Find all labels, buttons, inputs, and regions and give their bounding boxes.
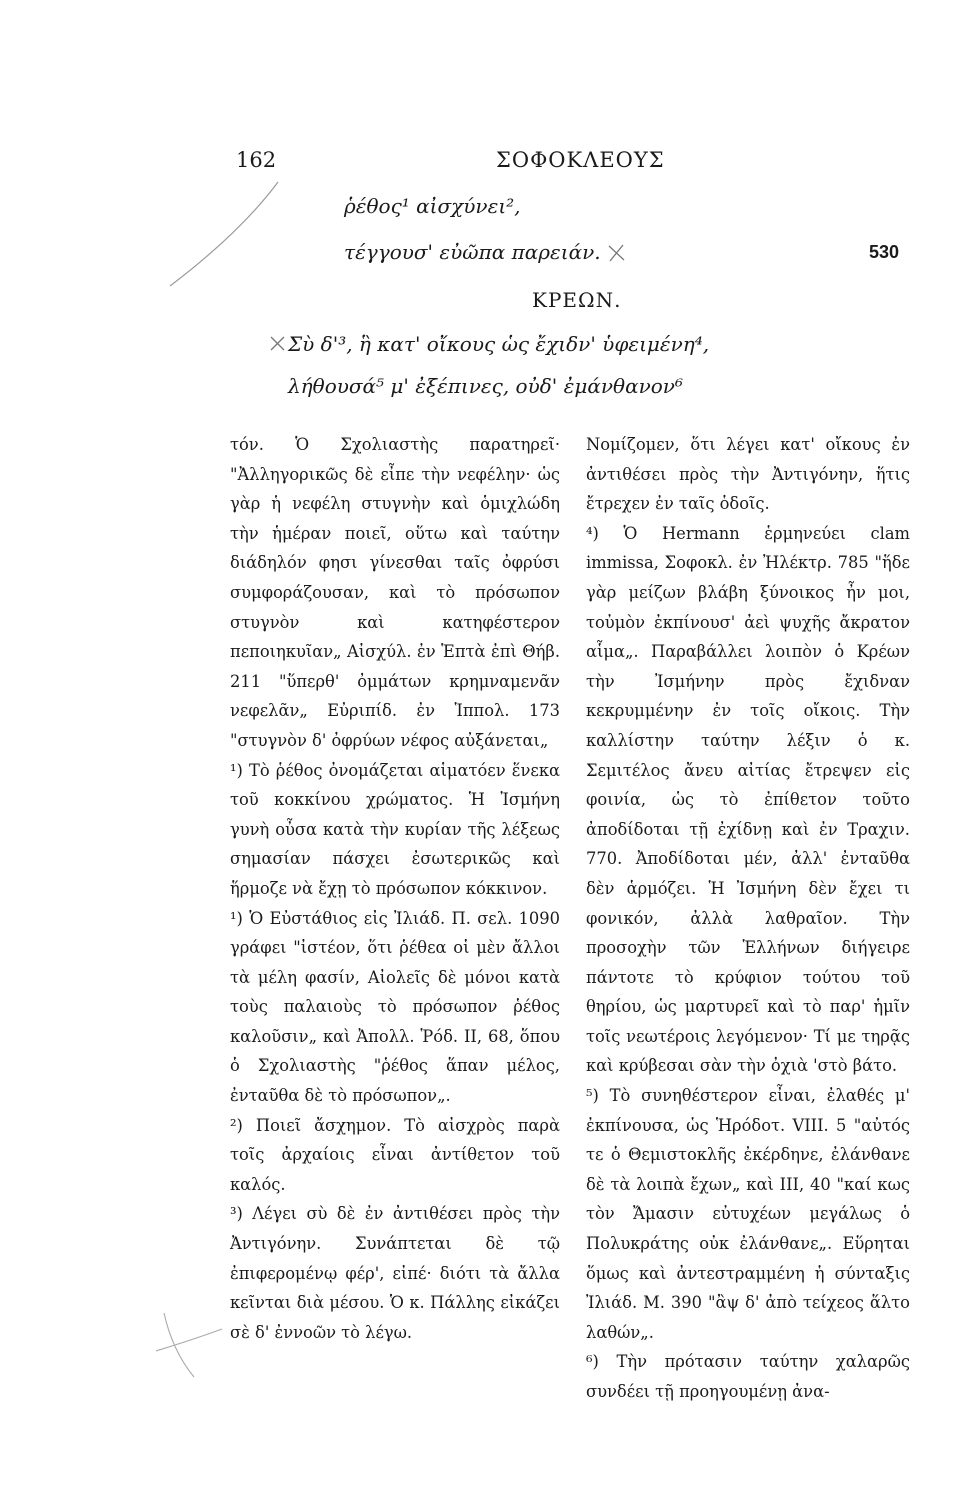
note-paragraph: τόν. Ὁ Σχολιαστὴς παρατηρεῖ· "Ἀλληγορικῶς δὲ εἶπε τὴν νεφέλην· ὡς γὰρ ἡ νεφέλη στυγνὴν καὶ ὁμιχλώδη τὴν ἡμέραν ποιεῖ, οὕτω καὶ ταύτην διάδηλόν φησι γίνεσθαι ταῖς ὀφρύσι συμφοράζουσαν, καὶ τὸ πρόσωπον στυγνὸν καὶ κατηφέστερον πεποιηκυῖαν„ Αἰσχύλ. ἐν Ἑπτὰ ἐπὶ Θήβ. 211 "ὕπερθ' ὀμμάτων κρημναμενᾶν νεφελᾶν„ Εὐριπίδ. ἐν Ἱππολ. 173 "στυγνὸν δ' ὀφρύων νέφος αὐξάνεται„	[230, 435, 560, 750]
pencil-stroke-mark	[160, 168, 290, 298]
page-header	[0, 148, 974, 178]
line-number: 530	[869, 242, 900, 262]
note-paragraph: ¹) Ὁ Εὐστάθιος εἰς Ἰλιάδ. Π. σελ. 1090 γράφει "ἰστέον, ὅτι ῥέθεα οἱ μὲν ἄλλοι τὰ μέλη φασίν, Αἰολεῖς δὲ μόνοι κατὰ τοὺς παλαιοὺς τὸ πρόσωπον ῥέθος καλοῦσιν„ καὶ Ἀπολλ. Ῥόδ. ΙΙ, 68, ὅπου ὁ Σχολιαστὴς "ῥέθος ἅπαν μέλος, ἐνταῦθα δὲ τὸ πρόσωπον„.	[230, 908, 560, 1106]
note-paragraph: ²) Ποιεῖ ἄσχημον. Τὸ αἰσχρὸς παρὰ τοῖς ἀρχαίοις εἶναι ἀντίθετον τοῦ καλός.	[230, 1115, 560, 1194]
running-title: ΣΟΦΟΚΛΕΟΥΣ	[496, 148, 665, 172]
note-paragraph: Νομίζομεν, ὅτι λέγει κατ' οἴκους ἐν ἀντιθέσει πρὸς τὴν Ἀντιγόνην, ἥτις ἔτρεχεν ἐν ταῖς ὁδοῖς.	[586, 435, 910, 514]
note-paragraph: ⁵) Τὸ συνηθέστερον εἶναι, ἐλαθές μ' ἐκπίνουσα, ὡς Ἡρόδοτ. VIII. 5 "αὐτός τε ὁ Θεμιστοκλῆς ἐκέρδηνε, ἐλάνθανε δὲ τὰ λοιπὰ ἔχων„ καὶ ΙΙΙ, 40 "καί κως τὸν Ἄμασιν εὐτυχέων μεγάλως ὁ Πολυκράτης οὐκ ἐλάνθανε„. Εὕρηται ὅμως καὶ ἀντεστραμμένη ἡ σύνταξις Ἰλιάδ. Μ. 390 "ἂψ δ' ἀπὸ τείχεος ἅλτο λαθών„.	[586, 1086, 910, 1342]
note-paragraph: ⁴) Ὁ Hermann ἑρμηνεύει clam immissa, Σοφοκλ. ἐν Ἠλέκτρ. 785 "ἥδε γὰρ μείζων βλάβη ξύνοικος ἦν μοι, τοὐμὸν ἐκπίνουσ' ἀεὶ ψυχῆς ἄκρατον αἷμα„. Παραβάλλει λοιπὸν ὁ Κρέων τὴν Ἰσμήνην πρὸς ἔχιδναν κεκρυμμένην ἐν τοῖς οἴκοις. Τὴν καλλίστην ταύτην λέξιν ὁ κ. Σεμιτέλος ἄνευ αἰτίας ἔτρεψεν εἰς φοινία, ὡς τὸ ἐπίθετον τοῦτο ἀποδίδοται τῇ ἐχίδνῃ καὶ ἐν Τραχιν. 770. Ἀποδίδοται μέν, ἀλλ' ἐνταῦθα δὲν ἁρμόζει. Ἡ Ἰσμήνη δὲν ἔχει τι φονικόν, ἀλλὰ λαθραῖον. Τὴν προσοχὴν τῶν Ἑλλήνων διήγειρε πάντοτε τὸ κρύφιον τούτου τοῦ θηρίου, ὡς μαρτυρεῖ καὶ τὸ παρ' ἡμῖν τοῖς νεωτέροις λεγόμενον· Τί με τηρᾷς καὶ κρύβεσαι σὰν τὴν ὀχιὰ 'στὸ βάτο.	[586, 523, 910, 1076]
verse-line-3: Σὺ δ'³, ἣ κατ' οἴκους ὡς ἔχιδν' ὑφειμένη⁴,	[288, 332, 710, 356]
notes-left-column	[230, 430, 560, 1347]
verse-line-1: ῥέθος¹ αἰσχύνει²,	[344, 194, 521, 218]
pencil-cross-mark	[268, 334, 288, 354]
notes-right-column	[586, 430, 910, 1407]
verse-line-2: τέγγουσ' εὐῶπα παρειάν.	[344, 240, 601, 264]
note-paragraph: ⁶) Τὴν πρότασιν ταύτην χαλαρῶς συνδέει τῇ προηγουμένῃ ἀνα-	[586, 1352, 910, 1401]
note-paragraph: ³) Λέγει σὺ δὲ ἐν ἀντιθέσει πρὸς τὴν Ἀντιγόνην. Συνάπτεται δὲ τῷ ἐπιφερομένῳ φέρ', εἰπέ· διότι τὰ ἄλλα κεῖνται διὰ μέσου. Ὁ κ. Πάλλης εἰκάζει σὲ δ' ἐννοῶν τὸ λέγω.	[230, 1204, 560, 1342]
page-number: 162	[236, 148, 277, 172]
verse-line-4: λήθουσά⁵ μ' ἐξέπινες, οὐδ' ἐμάνθανον⁶	[288, 374, 683, 398]
note-paragraph: ¹) Τὸ ῥέθος ὀνομάζεται αἱματόεν ἕνεκα τοῦ κοκκίνου χρώματος. Ἡ Ἰσμήνη γυνὴ οὖσα κατὰ τὴν κυρίαν τῆς λέξεως σημασίαν πάσχει ἐσωτερικῶς καὶ ἥρμοζε νὰ ἔχῃ τὸ πρόσωπον κόκκινον.	[230, 760, 560, 898]
pencil-stroke-mark	[150, 1305, 230, 1385]
speaker-name: ΚΡΕΩΝ.	[532, 288, 622, 312]
pencil-cross-mark	[606, 242, 628, 264]
